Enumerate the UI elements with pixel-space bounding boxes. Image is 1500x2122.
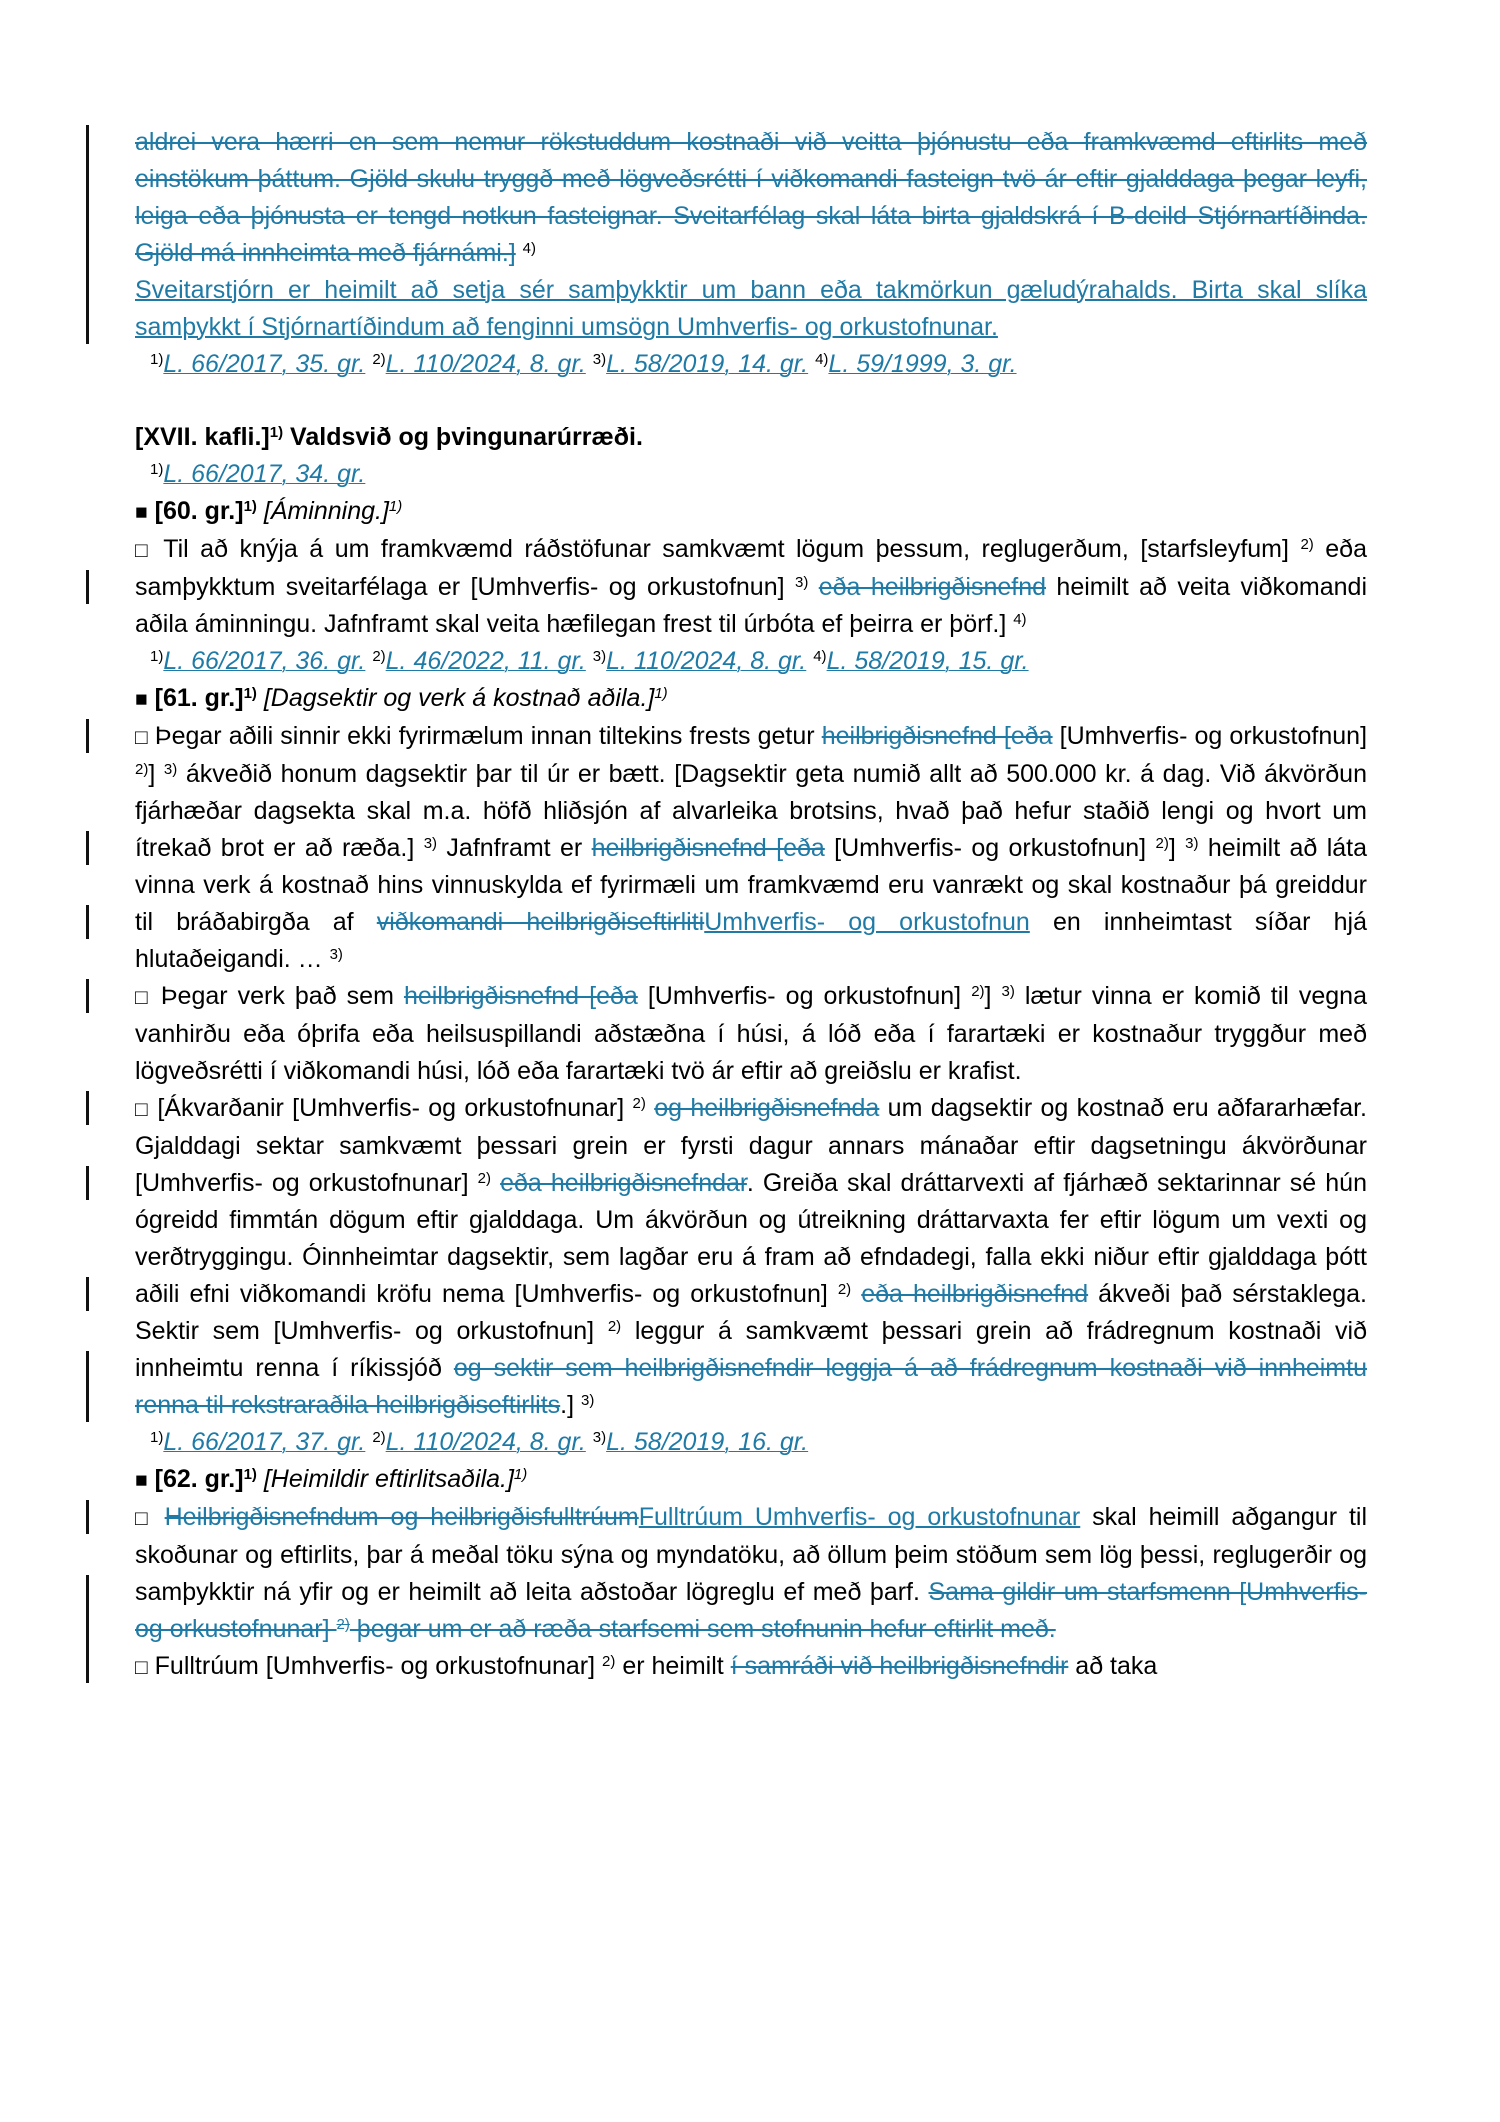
para-added-pet-rules	[135, 272, 1367, 346]
text-run: ]	[984, 982, 1002, 1010]
change-bar	[86, 831, 89, 865]
text-run: ákveðið honum dagsektir þar til úr er bætt. [Dagsektir geta numið allt að 500.000 kr. á dag. Við ákvörðun fjárhæðar dagsekta skal m.a. höfð hliðsjón af alvarleika brotsins, hvað það hefur staðið lengi og hvort um ítrekað brot er að ræða.]	[135, 760, 1367, 862]
text-run: leggur á samkvæmt þessari grein að frádregnum kostnaði við innheimtu renna í ríkissjóð	[135, 1317, 1367, 1382]
footnote-marker: 4)	[815, 350, 829, 368]
footnote-marker: 4)	[1013, 610, 1027, 628]
text-run: [Ákvarðanir [Umhverfis- og orkustofnunar]	[157, 1094, 633, 1122]
deleted-text: eða heilbrigðisnefnd	[818, 573, 1047, 601]
text-run: Til að knýja á um framkvæmd ráðstöfunar samkvæmt lögum þessum, reglugerðum, [starfsleyfum]	[163, 535, 1301, 563]
footnote-marker: 1)	[150, 460, 164, 478]
footnotes-article-61	[135, 1424, 1367, 1461]
text-run: ]	[148, 760, 164, 788]
change-bar	[86, 905, 89, 939]
text-run	[851, 1280, 861, 1308]
text-run: heimilt að láta vinna verk á kostnað hins vinnuskylda ef fyrirmæli um framkvæmd eru vanrækt og skal kostnaður þá greiddur til bráðabirgða af	[135, 834, 1368, 936]
text-run: skal heimill aðgangur til skoðunar og eftirlits, þar á meðal töku sýna og myndatöku, að öllum þeim stöðum sem lög þessi, reglugerðir og samþykktir ná yfir og er heimilt að leita aðstoðar lögreglu ef með þarf.	[135, 1503, 1368, 1606]
footnote-marker: 2)	[135, 760, 149, 778]
footnote-marker: 4)	[522, 239, 537, 257]
text-run	[257, 1465, 264, 1493]
change-bar	[86, 125, 89, 344]
text-run: .]	[560, 1391, 582, 1419]
article-61-para-3	[135, 1090, 1367, 1424]
text-run: Fulltrúum [Umhverfis- og orkustofnunar]	[154, 1652, 603, 1680]
text-run	[516, 239, 523, 267]
inserted-text: Fulltrúum Umhverfis- og orkustofnunar	[638, 1503, 1081, 1531]
text-run	[646, 1094, 654, 1122]
text-run: eða samþykktum sveitarfélaga er [Umhverfis- og orkustofnun]	[135, 535, 1367, 601]
footnote-marker: 1)	[243, 497, 257, 515]
footnote-marker: 3)	[1001, 982, 1015, 1000]
paragraph-marker-icon: □	[135, 539, 153, 562]
paragraph-marker-icon: □	[135, 1656, 148, 1679]
text-run: [Umhverfis- og orkustofnun]	[1052, 722, 1368, 750]
deleted-text: heilbrigðisnefnd [eða	[591, 834, 825, 862]
footnote-marker: 1)	[243, 1465, 257, 1483]
article-marker-icon: ■	[135, 1469, 148, 1492]
footnote-marker: 2)	[971, 982, 985, 1000]
footnote-marker: 1)	[150, 1428, 164, 1446]
text-run: [Heimildir eftirlitsaðila.]	[263, 1465, 514, 1493]
footnote-marker-deleted: 2)	[336, 1615, 350, 1633]
deleted-text: og heilbrigðisnefnda	[654, 1094, 880, 1122]
law-reference-link[interactable]: L. 59/1999, 3. gr.	[828, 350, 1017, 378]
text-run: [Umhverfis- og orkustofnun]	[824, 834, 1156, 862]
footnote-marker: 2)	[372, 350, 386, 368]
change-bar	[86, 719, 89, 753]
deleted-text: aldrei vera hærri en sem nemur rökstuddum kostnaði við veitta þjónustu eða framkvæmd eftirlits með einstökum þáttum. Gjöld skulu tryggð með lögveðsrétti í viðkomandi fasteign tvö ár eftir gjalddaga þegar leyfi, leiga eða þjónusta er tengd notkun fasteignar. Sveitarfélag skal láta birta gjaldskrá í B-deild Stjórnartíðinda. Gjöld má innheimta með fjárnámi.]	[135, 128, 1367, 267]
footnote-marker: 2)	[477, 1169, 491, 1187]
footnote-marker: 4)	[813, 647, 827, 665]
text-run: Jafnframt er	[437, 834, 592, 862]
law-reference-link[interactable]: L. 66/2017, 36. gr.	[163, 647, 366, 675]
article-62-para-1	[135, 1499, 1367, 1648]
change-bar	[86, 570, 89, 604]
law-reference-link[interactable]: L. 110/2024, 8. gr.	[385, 350, 586, 378]
footnote-marker: 2)	[372, 647, 386, 665]
text-run: [62. gr.]	[154, 1465, 244, 1493]
deleted-text: þegar um er að ræða starfsemi sem stofnunin hefur eftirlit með.	[349, 1615, 1056, 1643]
footnote-marker: 3)	[1185, 834, 1199, 852]
paragraph-marker-icon: □	[135, 726, 148, 749]
deleted-text: og sektir sem heilbrigðisnefndir leggja á að frádregnum kostnaði við innheimtu renna til rekstraraðila heilbrigðiseftirlits	[135, 1354, 1367, 1419]
text-run: Valdsvið og þvingunarúrræði.	[283, 423, 643, 451]
text-run: Þegar aðili sinnir ekki fyrirmælum innan tiltekins frests getur	[154, 722, 822, 750]
inserted-text: Umhverfis- og orkustofnun	[704, 908, 1030, 936]
article-60-heading	[135, 493, 1367, 531]
article-61-para-1	[135, 718, 1367, 978]
footnotes-chapter-17	[135, 456, 1367, 493]
law-reference-link[interactable]: L. 46/2022, 11. gr.	[385, 647, 586, 675]
law-reference-link[interactable]: L. 66/2017, 37. gr.	[163, 1428, 366, 1456]
text-run: heimilt að veita viðkomandi aðila áminningu. Jafnframt skal veita hæfilegan frest til úrbóta ef þeirra er þörf.]	[135, 573, 1368, 638]
footnote-marker: 3)	[581, 1391, 595, 1409]
text-run	[808, 573, 818, 601]
text-run	[586, 350, 593, 378]
change-bar	[86, 1500, 89, 1534]
footnotes-article-60	[135, 643, 1367, 680]
law-reference-link[interactable]: L. 58/2019, 14. gr.	[606, 350, 809, 378]
footnote-marker: 2)	[1300, 535, 1314, 553]
footnote-marker: 2)	[607, 1317, 622, 1335]
text-run: Þegar verk það sem	[160, 982, 404, 1010]
footnote-marker: 2)	[632, 1094, 646, 1112]
footnote-marker: 3)	[329, 945, 343, 963]
footnote-marker: 3)	[423, 834, 438, 852]
article-60-para-1	[135, 531, 1367, 643]
footnote-marker: 1)	[150, 647, 164, 665]
footnote-marker: 1)	[388, 497, 403, 515]
text-run: að taka	[1068, 1652, 1158, 1680]
text-run: ákveði það sérstaklega. Sektir sem [Umhverfis- og orkustofnun]	[135, 1280, 1367, 1345]
law-reference-link[interactable]: L. 66/2017, 34. gr.	[163, 460, 366, 488]
text-run: en innheimtast síðar hjá hlutaðeigandi. …	[135, 908, 1367, 973]
text-run	[257, 497, 264, 525]
text-run: [Dagsektir og verk á kostnað aðila.]	[263, 684, 655, 712]
footnote-marker: 1)	[513, 1465, 528, 1483]
deleted-text: eða heilbrigðisnefnd	[861, 1280, 1089, 1308]
paragraph-marker-icon: □	[135, 986, 151, 1009]
text-run: [XVII. kafli.]	[135, 423, 270, 451]
deleted-text: eða heilbrigðisnefndar	[500, 1169, 747, 1197]
deleted-text: Heilbrigðisnefndum og heilbrigðisfulltrúum	[164, 1503, 639, 1531]
law-reference-link[interactable]: L. 110/2024, 8. gr.	[385, 1428, 586, 1456]
text-run: [60. gr.]	[154, 497, 244, 525]
change-bar	[86, 979, 89, 1013]
law-reference-link[interactable]: L. 66/2017, 35. gr.	[163, 350, 366, 378]
deleted-text: viðkomandi heilbrigðiseftirliti	[376, 908, 705, 936]
deleted-text: í samráði við heilbrigðisnefndir	[730, 1652, 1069, 1680]
deleted-text: heilbrigðisnefnd [eða	[821, 722, 1053, 750]
text-run: . Greiða skal dráttarvexti af fjárhæð sektarinnar sé hún ógreidd fimmtán dögum eftir gjalddaga. Um ákvörðun og útreikning dráttarvaxta fer eftir lögum um vexti og verðtryggingu. Óinnheimtar dagsektir, sem lagðar eru á fram að efndadegi, falla ekki niður eftir gjalddaga þótt aðili efni viðkomandi kröfu nema [Umhverfis- og orkustofnun]	[135, 1169, 1367, 1308]
footnote-marker: 3)	[592, 647, 607, 665]
text-run: ]	[1168, 834, 1186, 862]
change-bar	[86, 1351, 89, 1422]
change-bar	[86, 1575, 89, 1683]
document-content	[135, 124, 1367, 1686]
text-run	[586, 1428, 593, 1456]
footnote-marker: 3)	[163, 760, 178, 778]
footnotes-fees-article	[135, 346, 1367, 383]
footnote-marker: 2)	[837, 1280, 852, 1298]
text-run: um dagsektir og kostnað eru aðfararhæfar. Gjalddagi sektar samkvæmt þessari grein er fyrsti dagur annars mánaðar eftir dagsetningu ákvörðunar [Umhverfis- og orkustofnunar]	[135, 1094, 1368, 1197]
footnote-marker: 3)	[592, 1428, 607, 1446]
deleted-text: Sama gildir um starfsmenn [Umhverfis- og orkustofnunar]	[135, 1578, 1367, 1643]
change-bar	[86, 1166, 89, 1200]
footnote-marker: 3)	[794, 573, 809, 591]
footnote-marker: 1)	[654, 684, 668, 702]
text-run	[586, 647, 593, 675]
footnote-marker: 2)	[1155, 834, 1169, 852]
text-run	[491, 1169, 500, 1197]
article-marker-icon: ■	[135, 501, 148, 524]
footnote-marker: 1)	[269, 423, 284, 441]
paragraph-marker-icon: □	[135, 1098, 150, 1121]
footnote-marker: 2)	[602, 1652, 616, 1670]
inserted-text: Sveitarstjórn er heimilt að setja sér samþykktir um bann eða takmörkun gæludýrahalds. Birta skal slíka samþykkt í Stjórnartíðindum að fenginni umsögn Umhverfis- og orkustofnunar.	[135, 276, 1367, 341]
paragraph-marker-icon: □	[135, 1507, 153, 1530]
text-run: [61. gr.]	[154, 684, 244, 712]
text-run: er heimilt	[615, 1652, 731, 1680]
deleted-text: heilbrigðisnefnd [eða	[403, 982, 638, 1010]
law-reference-link[interactable]: L. 110/2024, 8. gr.	[606, 647, 807, 675]
footnote-marker: 3)	[592, 350, 607, 368]
para-deleted-fees	[135, 124, 1367, 272]
text-run: lætur vinna er komið til vegna vanhirðu eða óþrifa eða heilsuspillandi aðstæðna í húsi, á lóð eða í farartæki er kostnaður tryggður með lögveðsrétti í viðkomandi húsi, lóð eða farartæki tvö ár eftir að greiðslu er krafist.	[135, 982, 1367, 1085]
article-62-para-2	[135, 1648, 1367, 1686]
change-bar	[86, 1091, 89, 1125]
footnote-marker: 1)	[150, 350, 164, 368]
text-run: [Áminning.]	[263, 497, 389, 525]
law-reference-link[interactable]: L. 58/2019, 16. gr.	[606, 1428, 809, 1456]
text-run	[257, 684, 264, 712]
text-run: [Umhverfis- og orkustofnun]	[637, 982, 972, 1010]
change-bar	[86, 1277, 89, 1311]
footnote-marker: 2)	[372, 1428, 386, 1446]
chapter-17-heading	[135, 419, 1367, 456]
article-62-heading	[135, 1461, 1367, 1499]
footnote-marker: 1)	[243, 684, 257, 702]
article-marker-icon: ■	[135, 688, 148, 711]
law-reference-link[interactable]: L. 58/2019, 15. gr.	[826, 647, 1029, 675]
article-61-heading	[135, 680, 1367, 718]
article-61-para-2	[135, 978, 1367, 1090]
